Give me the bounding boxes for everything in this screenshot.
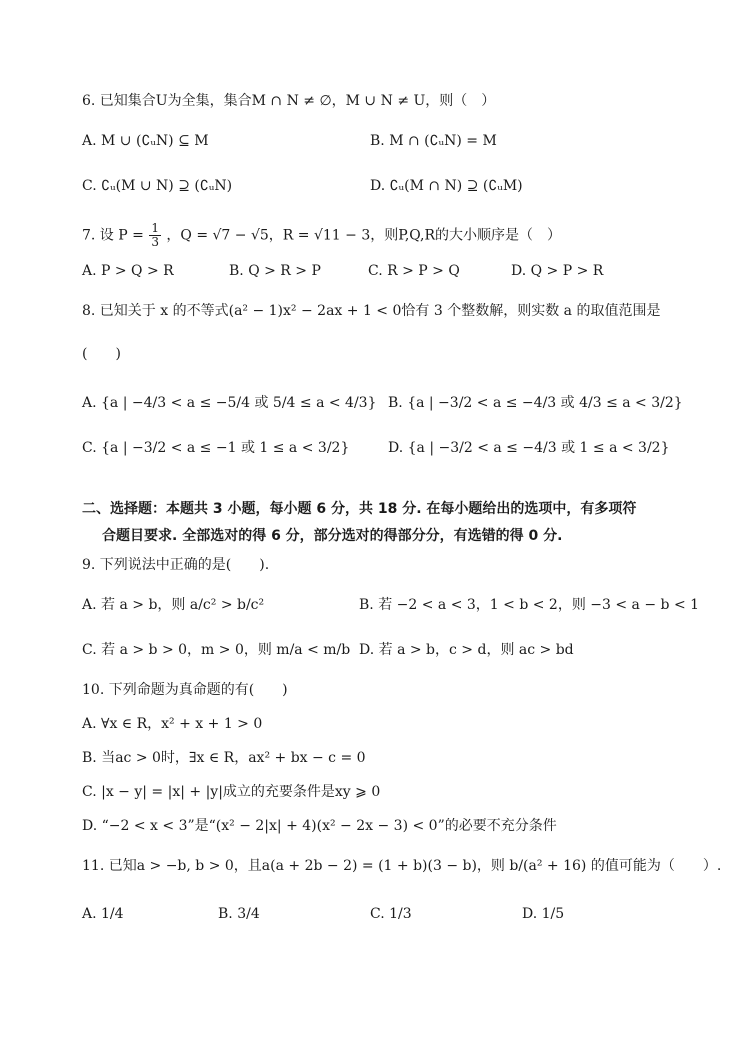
q10-stem: 10. 下列命题为真命题的有( ) bbox=[82, 682, 288, 698]
q7-frac-den: 3 bbox=[151, 235, 159, 249]
q10-option-c: C. |x − y| = |x| + |y|成立的充要条件是xy ⩾ 0 bbox=[82, 784, 381, 800]
q6-option-d: D. ∁ᵤ(M ∩ N) ⊇ (∁ᵤM) bbox=[370, 178, 523, 194]
q8-stem: 8. 已知关于 x 的不等式(a² − 1)x² − 2ax + 1 < 0恰有 3 个整数解，则实数 a 的取值范围是 bbox=[82, 303, 661, 319]
q11-option-c: C. 1/3 bbox=[370, 906, 412, 922]
q7-stem-suffix: ，Q = √7 − √5，R = √11 − 3，则P,Q,R的大小顺序是（ ） bbox=[166, 227, 562, 244]
q7-stem-prefix: 7. 设 P = bbox=[82, 227, 144, 244]
q7-fraction bbox=[149, 222, 161, 249]
q7-frac-num: 1 bbox=[151, 221, 159, 235]
section2-line1: 二、选择题：本题共 3 小题，每小题 6 分，共 18 分. 在每小题给出的选项中，有多项符 bbox=[82, 501, 637, 517]
q7-stem bbox=[82, 222, 561, 249]
q8-option-b: B. {a | −3/2 < a ≤ −4/3 或 4/3 ≤ a < 3/2} bbox=[388, 395, 683, 411]
q6-option-c: C. ∁ᵤ(M ∪ N) ⊇ (∁ᵤN) bbox=[82, 178, 233, 194]
q8-option-a: A. {a | −4/3 < a ≤ −5/4 或 5/4 ≤ a < 4/3} bbox=[82, 395, 377, 411]
q6-option-b: B. M ∩ (∁ᵤN) = M bbox=[370, 133, 497, 149]
q7-option-d: D. Q > P > R bbox=[511, 263, 604, 279]
q11-option-a: A. 1/4 bbox=[82, 906, 124, 922]
q7-option-c: C. R > P > Q bbox=[368, 263, 460, 279]
q11-stem: 11. 已知a > −b, b > 0，且a(a + 2b − 2) = (1 + b)(3 − b)，则 b/(a² + 16) 的值可能为（ ）. bbox=[82, 858, 722, 874]
q6-stem: 6. 已知集合U为全集，集合M ∩ N ≠ ∅，M ∪ N ≠ U，则（ ） bbox=[82, 93, 496, 109]
q11-option-b: B. 3/4 bbox=[218, 906, 260, 922]
section2-line2: 合题目要求. 全部选对的得 6 分，部分选对的得部分分，有选错的得 0 分. bbox=[102, 528, 563, 544]
q7-option-b: B. Q > R > P bbox=[229, 263, 321, 279]
q10-option-b: B. 当ac > 0时，∃x ∈ R，ax² + bx − c = 0 bbox=[82, 750, 366, 766]
q8-option-d: D. {a | −3/2 < a ≤ −4/3 或 1 ≤ a < 3/2} bbox=[388, 440, 670, 456]
q10-option-a: A. ∀x ∈ R，x² + x + 1 > 0 bbox=[82, 716, 263, 732]
q10-option-d: D. “−2 < x < 3”是“(x² − 2|x| + 4)(x² − 2x − 3) < 0”的必要不充分条件 bbox=[82, 818, 557, 834]
q6-option-a: A. M ∪ (∁ᵤN) ⊆ M bbox=[82, 133, 209, 149]
q9-option-a: A. 若 a > b，则 a/c² > b/c² bbox=[82, 597, 265, 613]
q9-option-c: C. 若 a > b > 0，m > 0，则 m/a < m/b bbox=[82, 642, 351, 658]
q9-stem: 9. 下列说法中正确的是( ). bbox=[82, 557, 270, 573]
q7-option-a: A. P > Q > R bbox=[82, 263, 174, 279]
q11-option-d: D. 1/5 bbox=[522, 906, 565, 922]
q9-option-d: D. 若 a > b，c > d，则 ac > bd bbox=[359, 642, 574, 658]
q8-option-c: C. {a | −3/2 < a ≤ −1 或 1 ≤ a < 3/2} bbox=[82, 440, 350, 456]
q9-option-b: B. 若 −2 < a < 3，1 < b < 2，则 −3 < a − b < 1 bbox=[359, 597, 700, 613]
q8-paren: ( ) bbox=[82, 346, 121, 362]
